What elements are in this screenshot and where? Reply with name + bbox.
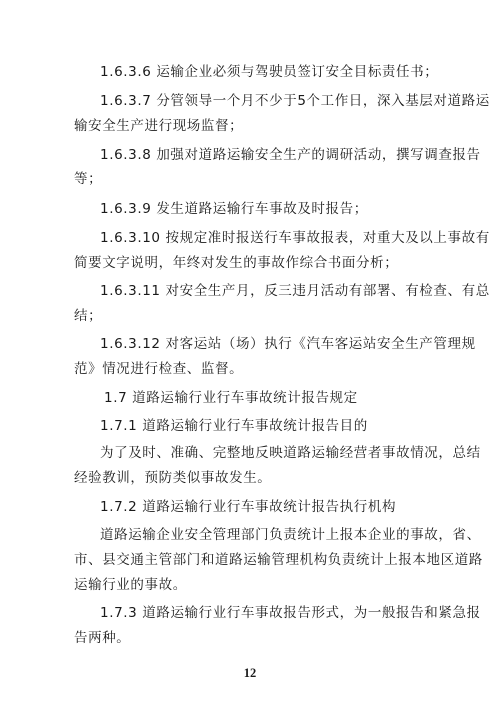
subsection-heading: 1.7.2 道路运输行业行车事故统计报告执行机构 — [100, 499, 397, 515]
text-line: 1.6.3.11 对安全生产月，反三违月活动有部署、有检查、有总 — [100, 283, 490, 299]
text-line: 等； — [74, 171, 103, 187]
text-line: 1.6.3.6 运输企业必须与驾驶员签订安全目标责任书； — [100, 64, 439, 80]
subsection-heading: 1.7.3 道路运输行业行车事故报告形式，为一般报告和紧急报 — [100, 605, 481, 621]
text-line: 为了及时、准确、完整地反映道路运输经营者事故情况，总结 — [100, 445, 481, 461]
page-number: 12 — [243, 666, 257, 680]
text-line: 1.6.3.10 按规定准时报送行车事故报表，对重大及以上事故有 — [100, 230, 490, 246]
text-line: 市、县交通主管部门和道路运输管理机构负责统计上报本地区道路 — [74, 552, 483, 568]
text-line: 经验教训，预防类似事故发生。 — [74, 470, 272, 486]
text-line: 1.6.3.7 分管领导一个月不少于5个工作日，深入基层对道路运 — [100, 93, 490, 109]
text-line: 告两种。 — [74, 630, 131, 646]
text-line: 结； — [74, 308, 103, 324]
text-line: 运输行业的事故。 — [74, 577, 187, 593]
text-line: 道路运输企业安全管理部门负责统计上报本企业的事故，省、 — [100, 527, 481, 543]
text-line: 简要文字说明，年终对发生的事故作综合书面分析； — [74, 255, 399, 271]
text-line: 1.6.3.12 对客运站（场）执行《汽车客运站安全生产管理规 — [100, 336, 476, 352]
text-line: 范》情况进行检查、监督。 — [74, 361, 244, 377]
text-line: 1.6.3.8 加强对道路运输安全生产的调研活动，撰写调查报告 — [100, 147, 481, 163]
text-line: 输安全生产进行现场监督； — [74, 118, 244, 134]
subsection-heading: 1.7.1 道路运输行业行车事故统计报告目的 — [100, 418, 368, 434]
text-line: 1.6.3.9 发生道路运输行车事故及时报告； — [100, 201, 368, 217]
section-heading: 1.7 道路运输行业行车事故统计报告规定 — [104, 390, 358, 406]
